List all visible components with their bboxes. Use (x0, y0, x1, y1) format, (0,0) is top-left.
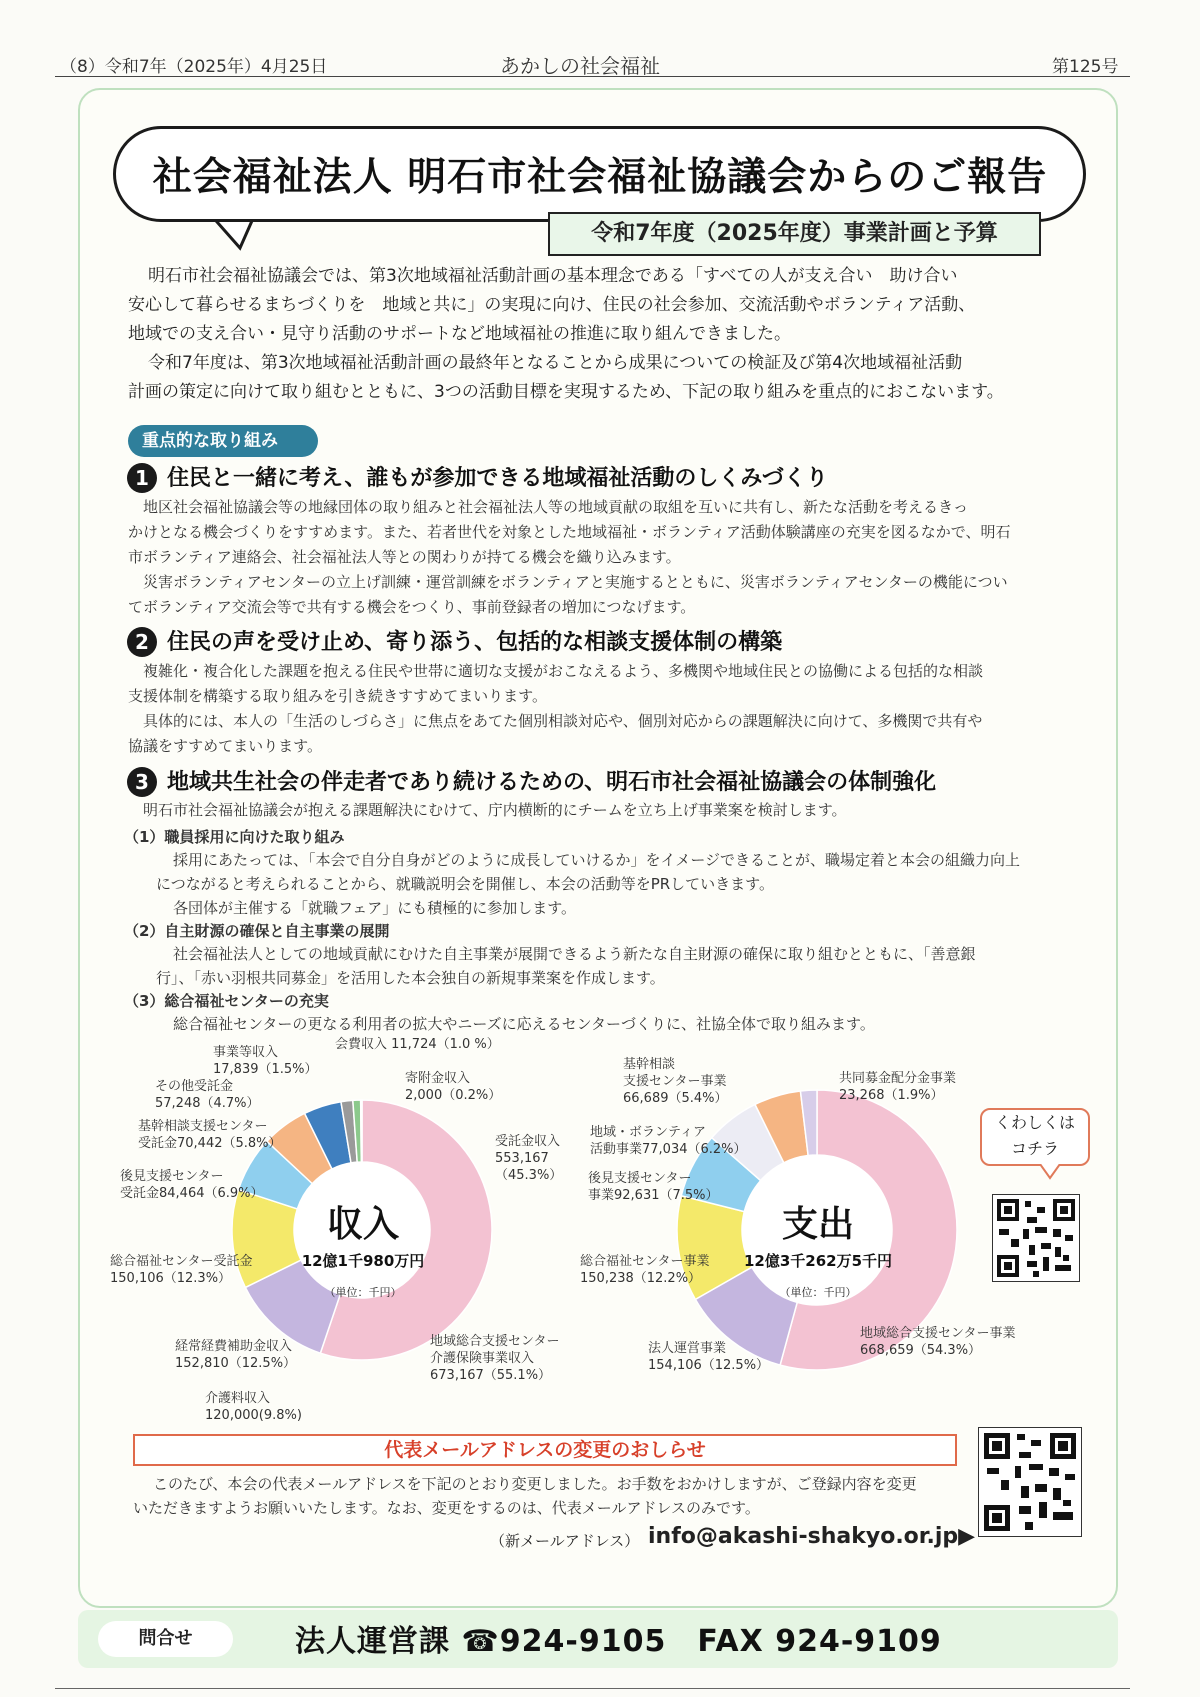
intro-line: 計画の策定に向けて取り組むとともに、3つの活動目標を実現するため、下記の取り組みを重点的におこないます。 (128, 382, 1004, 402)
page-title: 社会福祉法人 明石市社会福祉協議会からのご報告 (152, 155, 1048, 200)
income-label-consign-total: 受託金収入 553,167 （45.3%） (495, 1134, 563, 1183)
section-2-line: 協議をすすめてまいります。 (128, 737, 322, 755)
section-1-number: 1 (127, 463, 157, 493)
expense-label-community-chest: 共同募金配分金事業 23,268（1.9%） (839, 1071, 957, 1103)
income-label-donation: 寄附金収入 2,000（0.2%） (405, 1071, 502, 1103)
intro-line: 安心して暮らせるまちづくりを 地域と共に」の実現に向け、住民の社会参加、交流活動やボランティア活動、 (128, 295, 976, 315)
income-label-business: 事業等収入 17,839（1.5%） (213, 1045, 318, 1077)
section-3-title: 地域共生社会の伴走者であり続けるための、明石市社会福祉協議会の体制強化 (167, 770, 937, 795)
intro-line: 令和7年度は、第3次地域福祉活動計画の最終年となることから成果についての検証及び第4次地域福祉活動 (148, 353, 963, 373)
section-3-sub-heading: （2）自主財源の確保と自主事業の展開 (124, 922, 390, 940)
email-qr-code[interactable] (978, 1427, 1082, 1537)
income-center-title: 収入 (326, 1204, 399, 1245)
details-qr-code[interactable] (992, 1194, 1080, 1282)
section-3-sub-line: 総合福祉センターの更なる利用者の拡大やニーズに応えるセンターづくりに、社協全体で取り組みます。 (173, 1015, 875, 1033)
income-center-unit: （単位：千円） (324, 1286, 402, 1299)
income-label-subsidy: 経常経費補助金収入 152,810（12.5%） (175, 1339, 297, 1371)
details-callout: くわしくは コチラ (980, 1108, 1090, 1166)
income-label-care-insurance: 地域総合支援センター 介護保険事業収入 673,167（55.1%） (430, 1334, 560, 1383)
email-notice-line: このたび、本会の代表メールアドレスを下記のとおり変更しました。お手数をおかけしますが、ご登録内容を変更 (153, 1475, 917, 1493)
new-email-label: （新メールアドレス） (490, 1532, 640, 1550)
section-1-line: かけとなる機会づくりをすすめます。また、若者世代を対象とした地域福祉・ボランティア活動体験講座の充実を図るなかで、明石 (128, 523, 1011, 541)
section-2-line: 支援体制を構築する取り組みを引き続きすすめてまいります。 (128, 687, 547, 705)
section-2-line: 具体的には、本人の「生活のしづらさ」に焦点をあてた個別相談対応や、個別対応からの課題解決に向けて、多機関で共有や (143, 712, 983, 730)
section-1-line: 市ボランティア連絡会、社会福祉法人等との関わりが持てる機会を織り込みます。 (128, 548, 681, 566)
contact-label: 問合せ (98, 1621, 233, 1657)
qr-icon (993, 1195, 1079, 1281)
section-1-line: てボランティア交流会等で共有する機会をつくり、事前登録者の増加につなげます。 (128, 598, 696, 616)
section-1-line: 地区社会福祉協議会等の地縁団体の取り組みと社会福祉法人等の地域貢献の取組を互いに共有し、新たな活動を考えるきっ (143, 498, 969, 516)
intro-line: 明石市社会福祉協議会では、第3次地域福祉活動計画の基本理念である「すべての人が支え合い 助け合い (148, 266, 958, 286)
expense-label-core-consult: 基幹相談 支援センター事業 66,689（5.4%） (623, 1057, 728, 1106)
focus-label: 重点的な取り組み (128, 425, 318, 457)
expense-label-welfare-center: 総合福祉センター事業 150,238（12.2%） (580, 1254, 710, 1286)
new-email-link[interactable]: info@akashi-shakyo.or.jp▶ (648, 1524, 976, 1549)
expense-center-title: 支出 (781, 1204, 854, 1245)
callout-tail (1038, 1164, 1062, 1180)
contact-info: 法人運営課 ☎924-9105 FAX 924-9109 (295, 1624, 942, 1659)
section-3-sub-heading: （3）総合福祉センターの充実 (124, 992, 329, 1010)
header-rule (55, 76, 1130, 77)
intro-line: 地域での支え合い・見守り活動のサポートなど地域福祉の推進に取り組んできました。 (128, 324, 791, 344)
section-3-sub-line: 採用にあたっては、「本会で自分自身がどのように成長していけるか」をイメージできることが、職場定着と本会の組織力向上 (173, 851, 1021, 869)
issue-date: （8）令和7年（2025年）4月25日 (60, 57, 328, 77)
section-1-title: 住民と一緒に考え、誰もが参加できる地域福祉活動のしくみづくり (167, 466, 828, 491)
section-3-sub-line: 社会福祉法人としての地域貢献にむけた自主事業が展開できるよう新たな自主財源の確保に取り組むとともに、「善意銀 (173, 945, 976, 963)
income-label-guardian: 後見支援センター 受託金84,464（6.9%） (120, 1169, 264, 1201)
expense-center-unit: （単位：千円） (779, 1286, 857, 1299)
email-notice-title: 代表メールアドレスの変更のおしらせ (133, 1434, 957, 1466)
qr-icon (979, 1428, 1081, 1536)
income-label-core-consult: 基幹相談支援センター 受託金70,442（5.8%） (138, 1119, 282, 1151)
bottom-rule (55, 1688, 1130, 1689)
expense-center-total: 12億3千262万5千円 (743, 1252, 893, 1270)
section-2-line: 複雑化・複合化した課題を抱える住民や世帯に適切な支援がおこなえるよう、多機関や地域住民との協働による包括的な相談 (143, 662, 984, 680)
expense-label-corporate: 法人運営事業 154,106（12.5%） (648, 1341, 770, 1373)
expense-label-guardian: 後見支援センター 事業92,631（7.5%） (588, 1171, 719, 1203)
expense-label-volunteer: 地域・ボランティア 活動事業77,034（6.2%） (590, 1125, 747, 1157)
section-3-sub-line: 各団体が主催する「就職フェア」にも積極的に参加します。 (173, 899, 577, 917)
email-notice-line: いただきますようお願いいたします。なお、変更をするのは、代表メールアドレスのみです。 (133, 1499, 760, 1517)
section-2-number: 2 (127, 627, 157, 657)
section-1-line: 災害ボランティアセンターの立上げ訓練・運営訓練をボランティアと実施するとともに、災害ボランティアセンターの機能につい (143, 573, 1008, 591)
income-label-care-fee: 介護料収入 120,000(9.8%) (205, 1391, 302, 1423)
section-3-number: 3 (127, 767, 157, 797)
section-3-intro: 明石市社会福祉協議会が抱える課題解決にむけて、庁内横断的にチームを立ち上げ事業案を検討します。 (143, 801, 847, 819)
section-3-sub-line: 行」、「赤い羽根共同募金」を活用した本会独自の新規事業案を作成します。 (156, 969, 665, 987)
income-label-fee: 会費収入 11,724（1.0 %） (335, 1037, 500, 1052)
expense-label-regional-center: 地域総合支援センター事業 668,659（54.3%） (860, 1326, 1016, 1358)
income-center-total: 12億1千980万円 (301, 1252, 425, 1270)
income-label-welfare-center: 総合福祉センター受託金 150,106（12.3%） (110, 1254, 253, 1286)
income-label-other-consign: その他受託金 57,248（4.7%） (155, 1079, 260, 1111)
page-subtitle: 令和7年度（2025年度）事業計画と予算 (548, 212, 1041, 256)
income-slice-8 (361, 1100, 362, 1162)
section-3-sub-line: につながると考えられることから、就職説明会を開催し、本会の活動等をPRしていきます。 (156, 875, 774, 893)
issue-number: 第125号 (1052, 57, 1119, 77)
section-3-sub-heading: （1）職員採用に向けた取り組み (124, 828, 345, 846)
newsletter-name: あかしの社会福祉 (500, 54, 660, 78)
section-2-title: 住民の声を受け止め、寄り添う、包括的な相談支援体制の構築 (167, 630, 783, 655)
